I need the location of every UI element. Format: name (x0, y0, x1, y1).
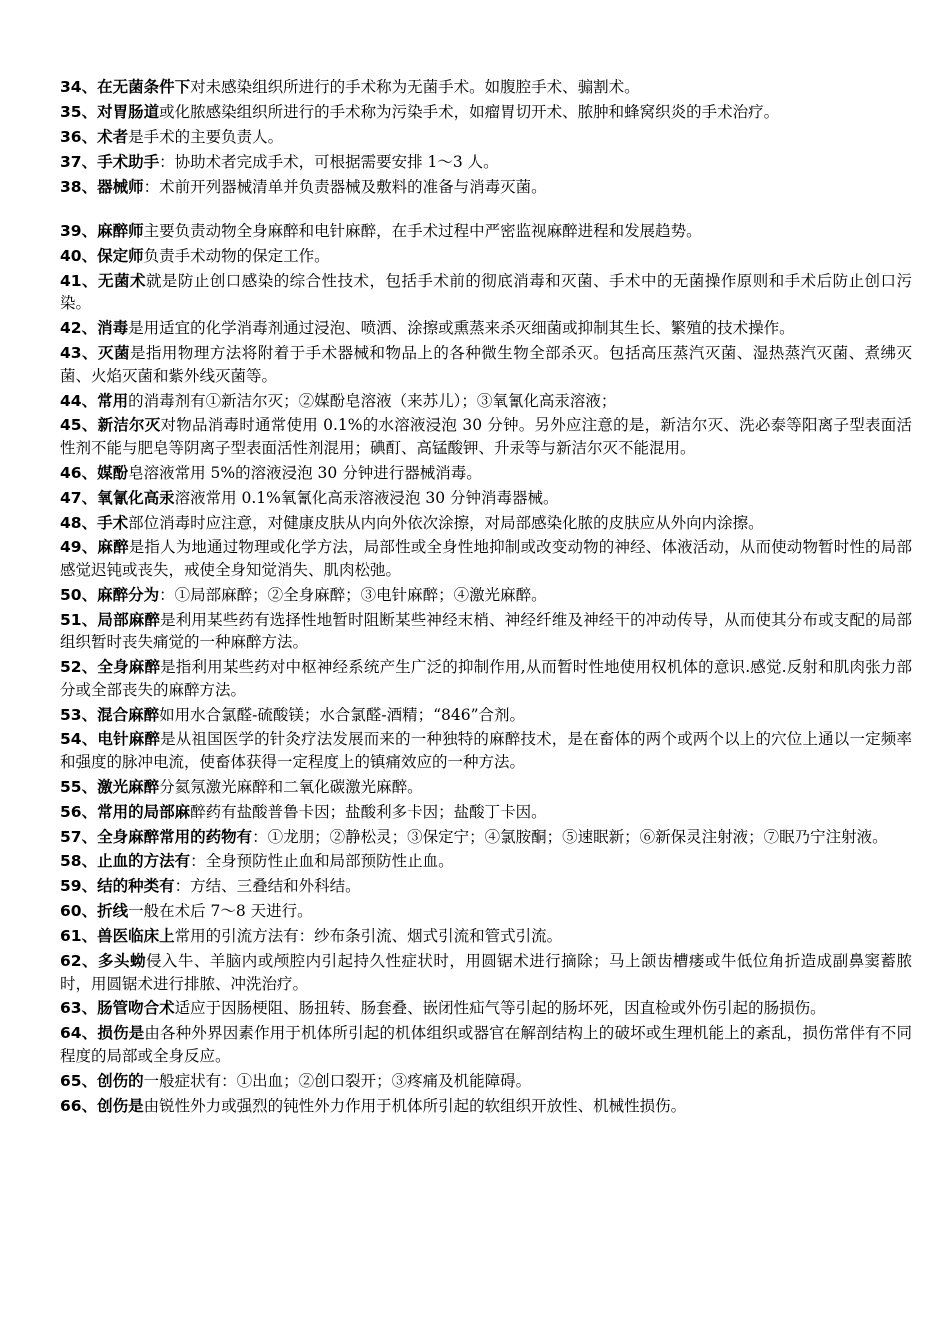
item-text: 侵入牛、羊脑内或颅腔内引起持久性症状时，用圆锯术进行摘除；马上颌齿槽瘘或牛低位角折造成副鼻窦蓄脓时，用圆锯术进行排脓、冲洗治疗。 (60, 952, 912, 993)
item-text: ：术前开列器械清单并负责器械及敷料的准备与消毒灭菌。 (143, 177, 547, 196)
item-number: 39、 (60, 222, 98, 241)
list-item (60, 512, 912, 535)
list-item (60, 850, 912, 873)
item-number: 44、 (60, 391, 98, 410)
item-text: 是利用某些药有选择性地暂时阻断某些神经末梢、神经纤维及神经干的冲动传导，从而使其分布或支配的局部组织暂时丧失痛觉的一种麻醉方法。 (60, 610, 912, 652)
item-number: 38、 (60, 177, 98, 196)
item-text: ：①龙朋；②静松灵；③保定宁；④氯胺酮；⑤速眠新；⑥新保灵注射液；⑦眠乃宁注射液。 (252, 827, 888, 846)
item-number: 55、 (60, 777, 98, 796)
list-item (60, 414, 912, 459)
list-item (60, 584, 912, 607)
item-text: 皂溶液常用 5%的溶液浸泡 30 分钟进行器械消毒。 (128, 463, 482, 482)
item-number: 34、 (60, 78, 98, 96)
item-keyword: 新洁尔灭 (97, 416, 161, 435)
item-keyword: 电针麻醉 (97, 730, 161, 749)
item-text: 是用适宜的化学消毒剂通过浸泡、喷洒、涂擦或熏蒸来杀灭细菌或抑制其生长、繁殖的技术操作。 (128, 319, 795, 338)
item-text: 一般症状有：①出血；②创口裂开；③疼痛及机能障碍。 (143, 1071, 532, 1090)
item-keyword: 灭菌 (98, 344, 130, 363)
item-text: 由各种外界因素作用于机体所引起的机体组织或器官在解剖结构上的破坏或生理机能上的紊乱，损伤常伴有不同程度的局部或全身反应。 (60, 1024, 912, 1065)
item-text: 的消毒剂有①新洁尔灭；②媒酚皂溶液（来苏儿）；③氧氰化高汞溶液； (128, 391, 617, 410)
item-number: 36、 (60, 127, 98, 146)
item-keyword: 激光麻醉 (97, 777, 160, 796)
list-item (60, 826, 912, 849)
list-item (60, 1095, 912, 1118)
item-keyword: 保定师 (97, 246, 144, 265)
item-text: ：方结、三叠结和外科结。 (174, 877, 361, 896)
list-item (60, 656, 912, 701)
item-text: ：协助术者完成手术，可根据需要安排 1～3 人。 (159, 152, 499, 171)
item-keyword: 多头蚴 (98, 952, 146, 971)
list-item (60, 728, 912, 773)
list-item (60, 704, 912, 727)
list-item (60, 487, 912, 510)
list-item (60, 101, 912, 124)
item-text: 由锐性外力或强烈的钝性外力作用于机体所引起的软组织开放性、机械性损伤。 (143, 1096, 687, 1115)
item-keyword: 全身麻醉常用的药物有 (97, 827, 253, 846)
item-text: 是指利用某些药对中枢神经系统产生广泛的抑制作用,从而暂时性地使用权机体的意识.感觉.反射和肌肉张力部分或全部丧失的麻醉方法。 (60, 658, 912, 699)
list-item (60, 390, 912, 413)
item-number: 43、 (60, 344, 99, 363)
item-number: 35、 (60, 102, 98, 121)
item-number: 52、 (60, 658, 98, 677)
item-text: 是从祖国医学的针灸疗法发展而来的一种独特的麻醉技术，是在畜体的两个或两个以上的穴位上通以一定频率和强度的脉冲电流，使畜体获得一定程度上的镇痛效应的一种方法。 (60, 730, 912, 771)
item-text: 部位消毒时应注意，对健康皮肤从内向外依次涂擦，对局部感染化脓的皮肤应从外向内涂擦。 (128, 513, 764, 532)
item-keyword: 氧氰化高汞 (97, 488, 175, 507)
list-item (60, 76, 912, 99)
item-keyword: 手术助手 (97, 152, 160, 171)
item-number: 51、 (60, 610, 98, 629)
item-keyword: 无菌术 (98, 271, 146, 290)
item-keyword: 止血的方法有 (97, 852, 191, 871)
item-keyword: 常用的局部麻 (97, 802, 191, 821)
item-text: 适应于因肠梗阻、肠扭转、肠套叠、嵌闭性疝气等引起的肠坏死，因直检或外伤引起的肠损伤。 (174, 999, 826, 1018)
item-number: 62、 (60, 952, 99, 971)
item-number: 61、 (60, 927, 98, 946)
list-item (60, 536, 912, 581)
list-item (60, 317, 912, 340)
item-keyword: 术者 (97, 127, 129, 146)
document-body (60, 76, 912, 1120)
item-keyword: 折线 (97, 902, 129, 921)
list-item (60, 900, 912, 923)
list-item (60, 997, 912, 1020)
item-keyword: 对胃肠道 (97, 102, 160, 121)
item-text: 或化脓感染组织所进行的手术称为污染手术，如瘤胃切开术、脓肿和蜂窝织炎的手术治疗。 (159, 102, 780, 121)
list-item (60, 176, 912, 199)
item-number: 37、 (60, 152, 98, 171)
item-text: 是指用物理方法将附着于手术器械和物品上的各种微生物全部杀灭。包括高压蒸汽灭菌、湿热蒸汽灭菌、煮绋灭菌、火焰灭菌和紫外线灭菌等。 (60, 344, 912, 385)
item-number: 46、 (60, 463, 98, 482)
item-number: 48、 (60, 513, 98, 532)
item-text: 分氦氖激光麻醉和二氧化碳激光麻醉。 (159, 777, 423, 796)
item-number: 59、 (60, 877, 98, 896)
item-number: 65、 (60, 1071, 98, 1090)
list-item (60, 1070, 912, 1093)
item-text: 常用的引流方法有：纱布条引流、烟式引流和管式引流。 (174, 927, 563, 946)
item-number: 53、 (60, 705, 98, 724)
list-item (60, 270, 912, 315)
list-item (60, 1022, 912, 1067)
item-number: 66、 (60, 1096, 98, 1115)
item-keyword: 麻醉师 (97, 222, 144, 241)
list-item (60, 220, 912, 243)
item-number: 47、 (60, 488, 98, 507)
item-text: 溶液常用 0.1%氧氰化高汞溶液浸泡 30 分钟消毒器械。 (174, 488, 559, 507)
item-number: 57、 (60, 827, 98, 846)
list-item (60, 462, 912, 485)
item-text: 一般在术后 7～8 天进行。 (128, 902, 313, 921)
item-text: 醉药有盐酸普鲁卡因；盐酸利多卡因；盐酸丁卡因。 (190, 802, 547, 821)
list-item (60, 776, 912, 799)
item-keyword: 混合麻醉 (97, 705, 160, 724)
item-number: 63、 (60, 999, 98, 1018)
item-text: 对未感染组织所进行的手术称为无菌手术。如腹腔手术、骟割术。 (190, 78, 640, 96)
item-number: 50、 (60, 585, 98, 604)
item-number: 42、 (60, 319, 98, 338)
item-keyword: 局部麻醉 (97, 610, 161, 629)
item-text: 对物品消毒时通常使用 0.1%的水溶液浸泡 30 分钟。另外应注意的是，新洁尔灭、洗必泰等阳离子型表面活性剂不能与肥皂等阴离子型表面活性剂混用；碘酊、高锰酸钾、升汞等与新洁尔灭不能混用。 (60, 416, 912, 457)
item-text: 主要负责动物全身麻醉和电针麻醉，在手术过程中严密监视麻醉进程和发展趋势。 (143, 222, 702, 241)
list-item (60, 245, 912, 268)
item-text: 是手术的主要负责人。 (128, 127, 284, 146)
item-keyword: 消毒 (97, 319, 129, 338)
list-item (60, 151, 912, 174)
list-item (60, 609, 912, 654)
item-keyword: 在无菌条件下 (97, 78, 191, 96)
item-number: 41、 (60, 271, 99, 290)
item-keyword: 全身麻醉 (97, 658, 161, 677)
item-keyword: 结的种类有 (97, 877, 175, 896)
item-text: 负责手术动物的保定工作。 (143, 246, 330, 265)
item-keyword: 肠管吻合术 (97, 999, 175, 1018)
list-item (60, 126, 912, 149)
item-keyword: 兽医临床上 (97, 927, 175, 946)
item-number: 58、 (60, 852, 98, 871)
item-text: 是指人为地通过物理或化学方法，局部性或全身性地抑制或改变动物的神经、体液活动，从而使动物暂时性的局部感觉迟钝或丧失，戒使全身知觉消失、肌肉松弛。 (60, 538, 912, 579)
item-number: 64、 (60, 1024, 98, 1043)
item-text: 就是防止创口感染的综合性技术，包括手术前的彻底消毒和灭菌、手术中的无菌操作原则和手术后防止创口污染。 (60, 271, 912, 313)
item-number: 49、 (60, 538, 98, 557)
item-keyword: 手术 (97, 513, 129, 532)
item-number: 56、 (60, 802, 98, 821)
item-keyword: 创伤是 (97, 1096, 144, 1115)
item-keyword: 创伤的 (97, 1071, 144, 1090)
list-item (60, 801, 912, 824)
item-number: 54、 (60, 730, 98, 749)
item-keyword: 器械师 (97, 177, 144, 196)
item-keyword: 损伤是 (97, 1024, 145, 1043)
item-number: 60、 (60, 902, 98, 921)
item-text: ：①局部麻醉；②全身麻醉；③电针麻醉；④激光麻醉。 (159, 585, 547, 604)
item-number: 40、 (60, 246, 98, 265)
item-keyword: 常用 (97, 391, 129, 410)
list-item (60, 342, 912, 387)
list-item (60, 950, 912, 995)
item-keyword: 媒酚 (97, 463, 129, 482)
item-text: 如用水合氯醛-硫酸镁；水合氯醛-酒精；“846”合剂。 (159, 705, 526, 724)
item-keyword: 麻醉分为 (97, 585, 160, 604)
list-item (60, 875, 912, 898)
item-keyword: 麻醉 (97, 538, 129, 557)
item-text: ：全身预防性止血和局部预防性止血。 (190, 852, 454, 871)
item-number: 45、 (60, 416, 98, 435)
list-item (60, 925, 912, 948)
